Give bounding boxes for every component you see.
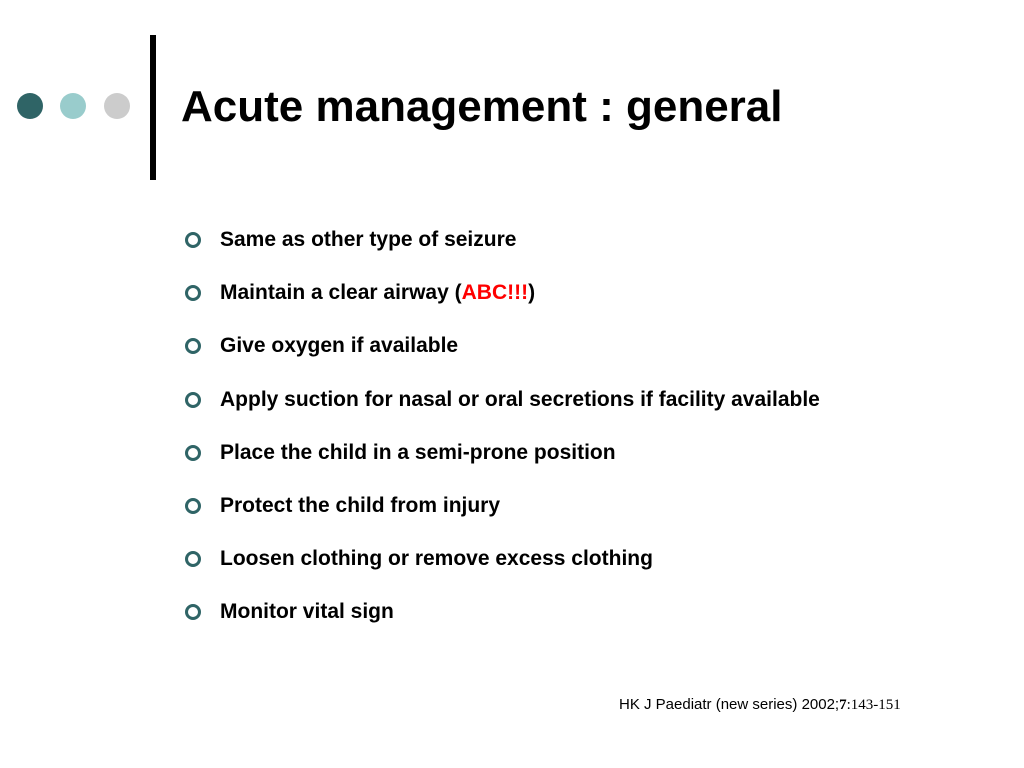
bullet-ring-icon (185, 498, 201, 514)
decor-dot-dark (17, 93, 43, 119)
bullet-text-end: ) (528, 281, 536, 305)
bullet-item (183, 437, 820, 490)
bullet-text: Protect the child from injury (220, 493, 501, 517)
bullet-ring-icon (185, 392, 201, 408)
bullet-list (183, 224, 820, 650)
bullet-ring-icon (185, 604, 201, 620)
bullet-text: Apply suction for nasal or oral secretions if facility available (220, 387, 820, 411)
bullet-item (183, 384, 820, 437)
bullet-item (183, 543, 820, 596)
bullet-highlight: ABC!!! (461, 281, 529, 305)
title-divider-bar (150, 35, 156, 180)
citation-volume: 7 (839, 697, 847, 713)
bullet-text: Loosen clothing or remove excess clothing (220, 547, 653, 571)
bullet-item (183, 596, 820, 649)
bullet-text: Maintain a clear airway ( (220, 281, 462, 305)
bullet-item (183, 330, 820, 383)
citation-pages: :143-151 (846, 697, 901, 713)
bullet-ring-icon (185, 445, 201, 461)
bullet-ring-icon (185, 285, 201, 301)
bullet-item (183, 277, 820, 330)
slide-title: Acute management : general (181, 82, 783, 131)
bullet-ring-icon (185, 338, 201, 354)
bullet-item (183, 490, 820, 543)
decor-dot-teal (60, 93, 86, 119)
bullet-ring-icon (185, 551, 201, 567)
citation-journal: HK J Paediatr (new series) 2002; (619, 696, 840, 713)
bullet-text: Same as other type of seizure (220, 228, 517, 251)
bullet-text: Give oxygen if available (220, 334, 459, 358)
citation (619, 690, 919, 720)
decor-dot-grey (104, 93, 130, 119)
bullet-text: Monitor vital sign (220, 600, 394, 624)
bullet-item (183, 224, 820, 277)
bullet-ring-icon (185, 232, 201, 248)
bullet-text: Place the child in a semi-prone position (220, 440, 616, 464)
